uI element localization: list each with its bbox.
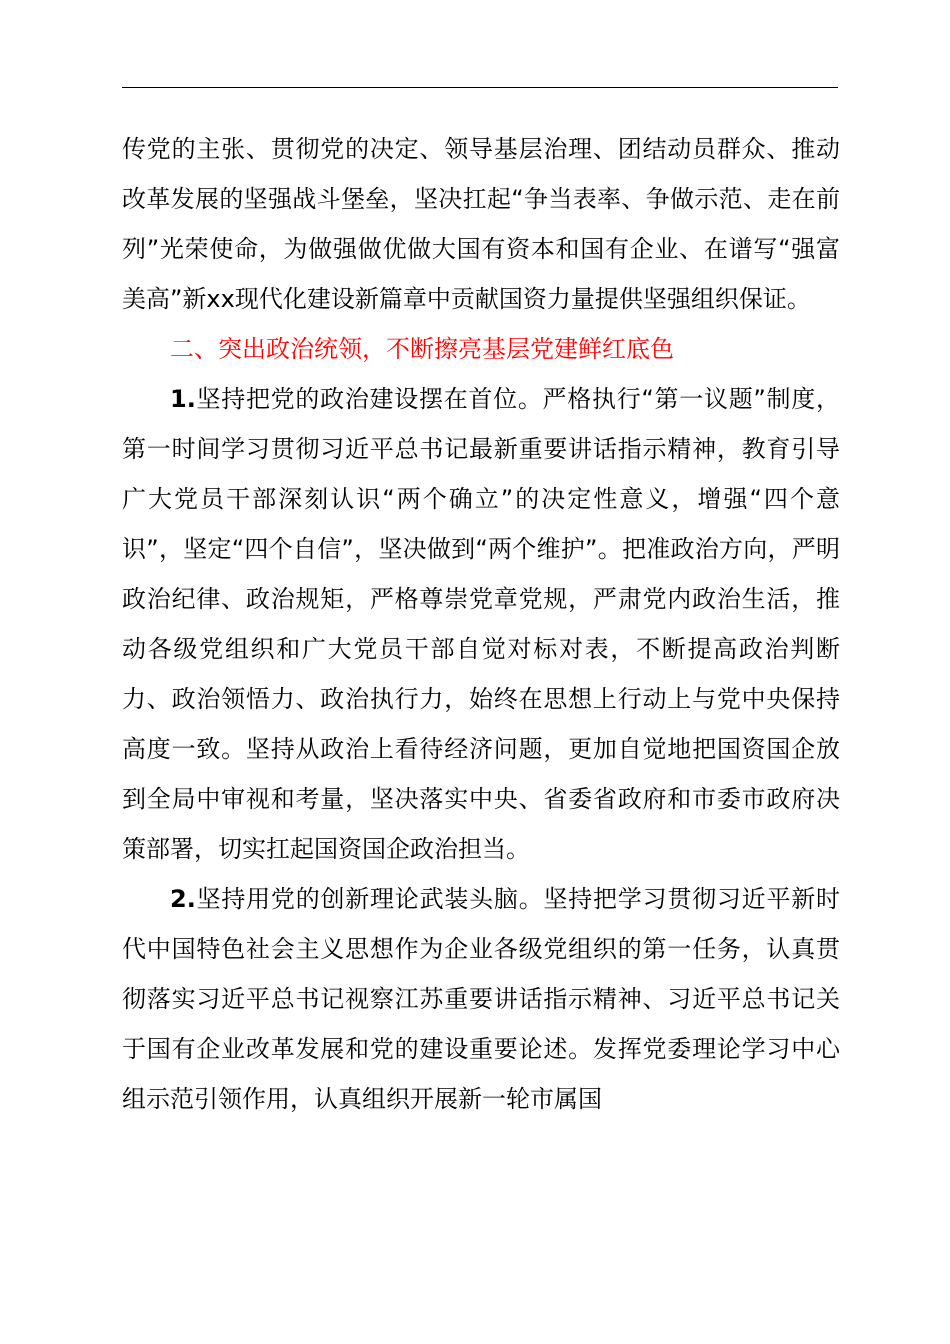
paragraph-number: 2. xyxy=(170,885,196,913)
paragraph-number: 1. xyxy=(170,385,196,413)
header-rule xyxy=(122,87,838,88)
numbered-paragraph-2 xyxy=(122,874,840,1124)
document-body xyxy=(122,124,840,1124)
paragraph-text: 坚持用党的创新理论武装头脑。坚持把学习贯彻习近平新时代中国特色社会主义思想作为企业各级党组织的第一任务，认真贯彻落实习近平总书记视察江苏重要讲话指示精神、习近平总书记关于国有企业改革发展和党的建设重要论述。发挥党委理论学习中心组示范引领作用，认真组织开展新一轮市属国 xyxy=(122,885,840,1113)
body-paragraph-continuation: 传党的主张、贯彻党的决定、领导基层治理、团结动员群众、推动改革发展的坚强战斗堡垒，坚决扛起“争当表率、争做示范、走在前列”光荣使命，为做强做优做大国有资本和国有企业、在谱写“强富美高”新xx现代化建设新篇章中贡献国资力量提供坚强组织保证。 xyxy=(122,135,840,313)
paragraph-text: 坚持把党的政治建设摆在首位。严格执行“第一议题”制度，第一时间学习贯彻习近平总书记最新重要讲话指示精神，教育引导广大党员干部深刻认识“两个确立”的决定性意义，增强“四个意识”，坚定“四个自信”，坚决做到“两个维护”。把准政治方向，严明政治纪律、政治规矩，严格尊崇党章党规，严肃党内政治生活，推动各级党组织和广大党员干部自觉对标对表，不断提高政治判断力、政治领悟力、政治执行力，始终在思想上行动上与党中央保持高度一致。坚持从政治上看待经济问题，更加自觉地把国资国企放到全局中审视和考量，坚决落实中央、省委省政府和市委市政府决策部署，切实扛起国资国企政治担当。 xyxy=(122,385,840,863)
section-heading: 二、突出政治统领，不断擦亮基层党建鲜红底色 xyxy=(170,335,674,363)
numbered-paragraph-1 xyxy=(122,374,840,874)
